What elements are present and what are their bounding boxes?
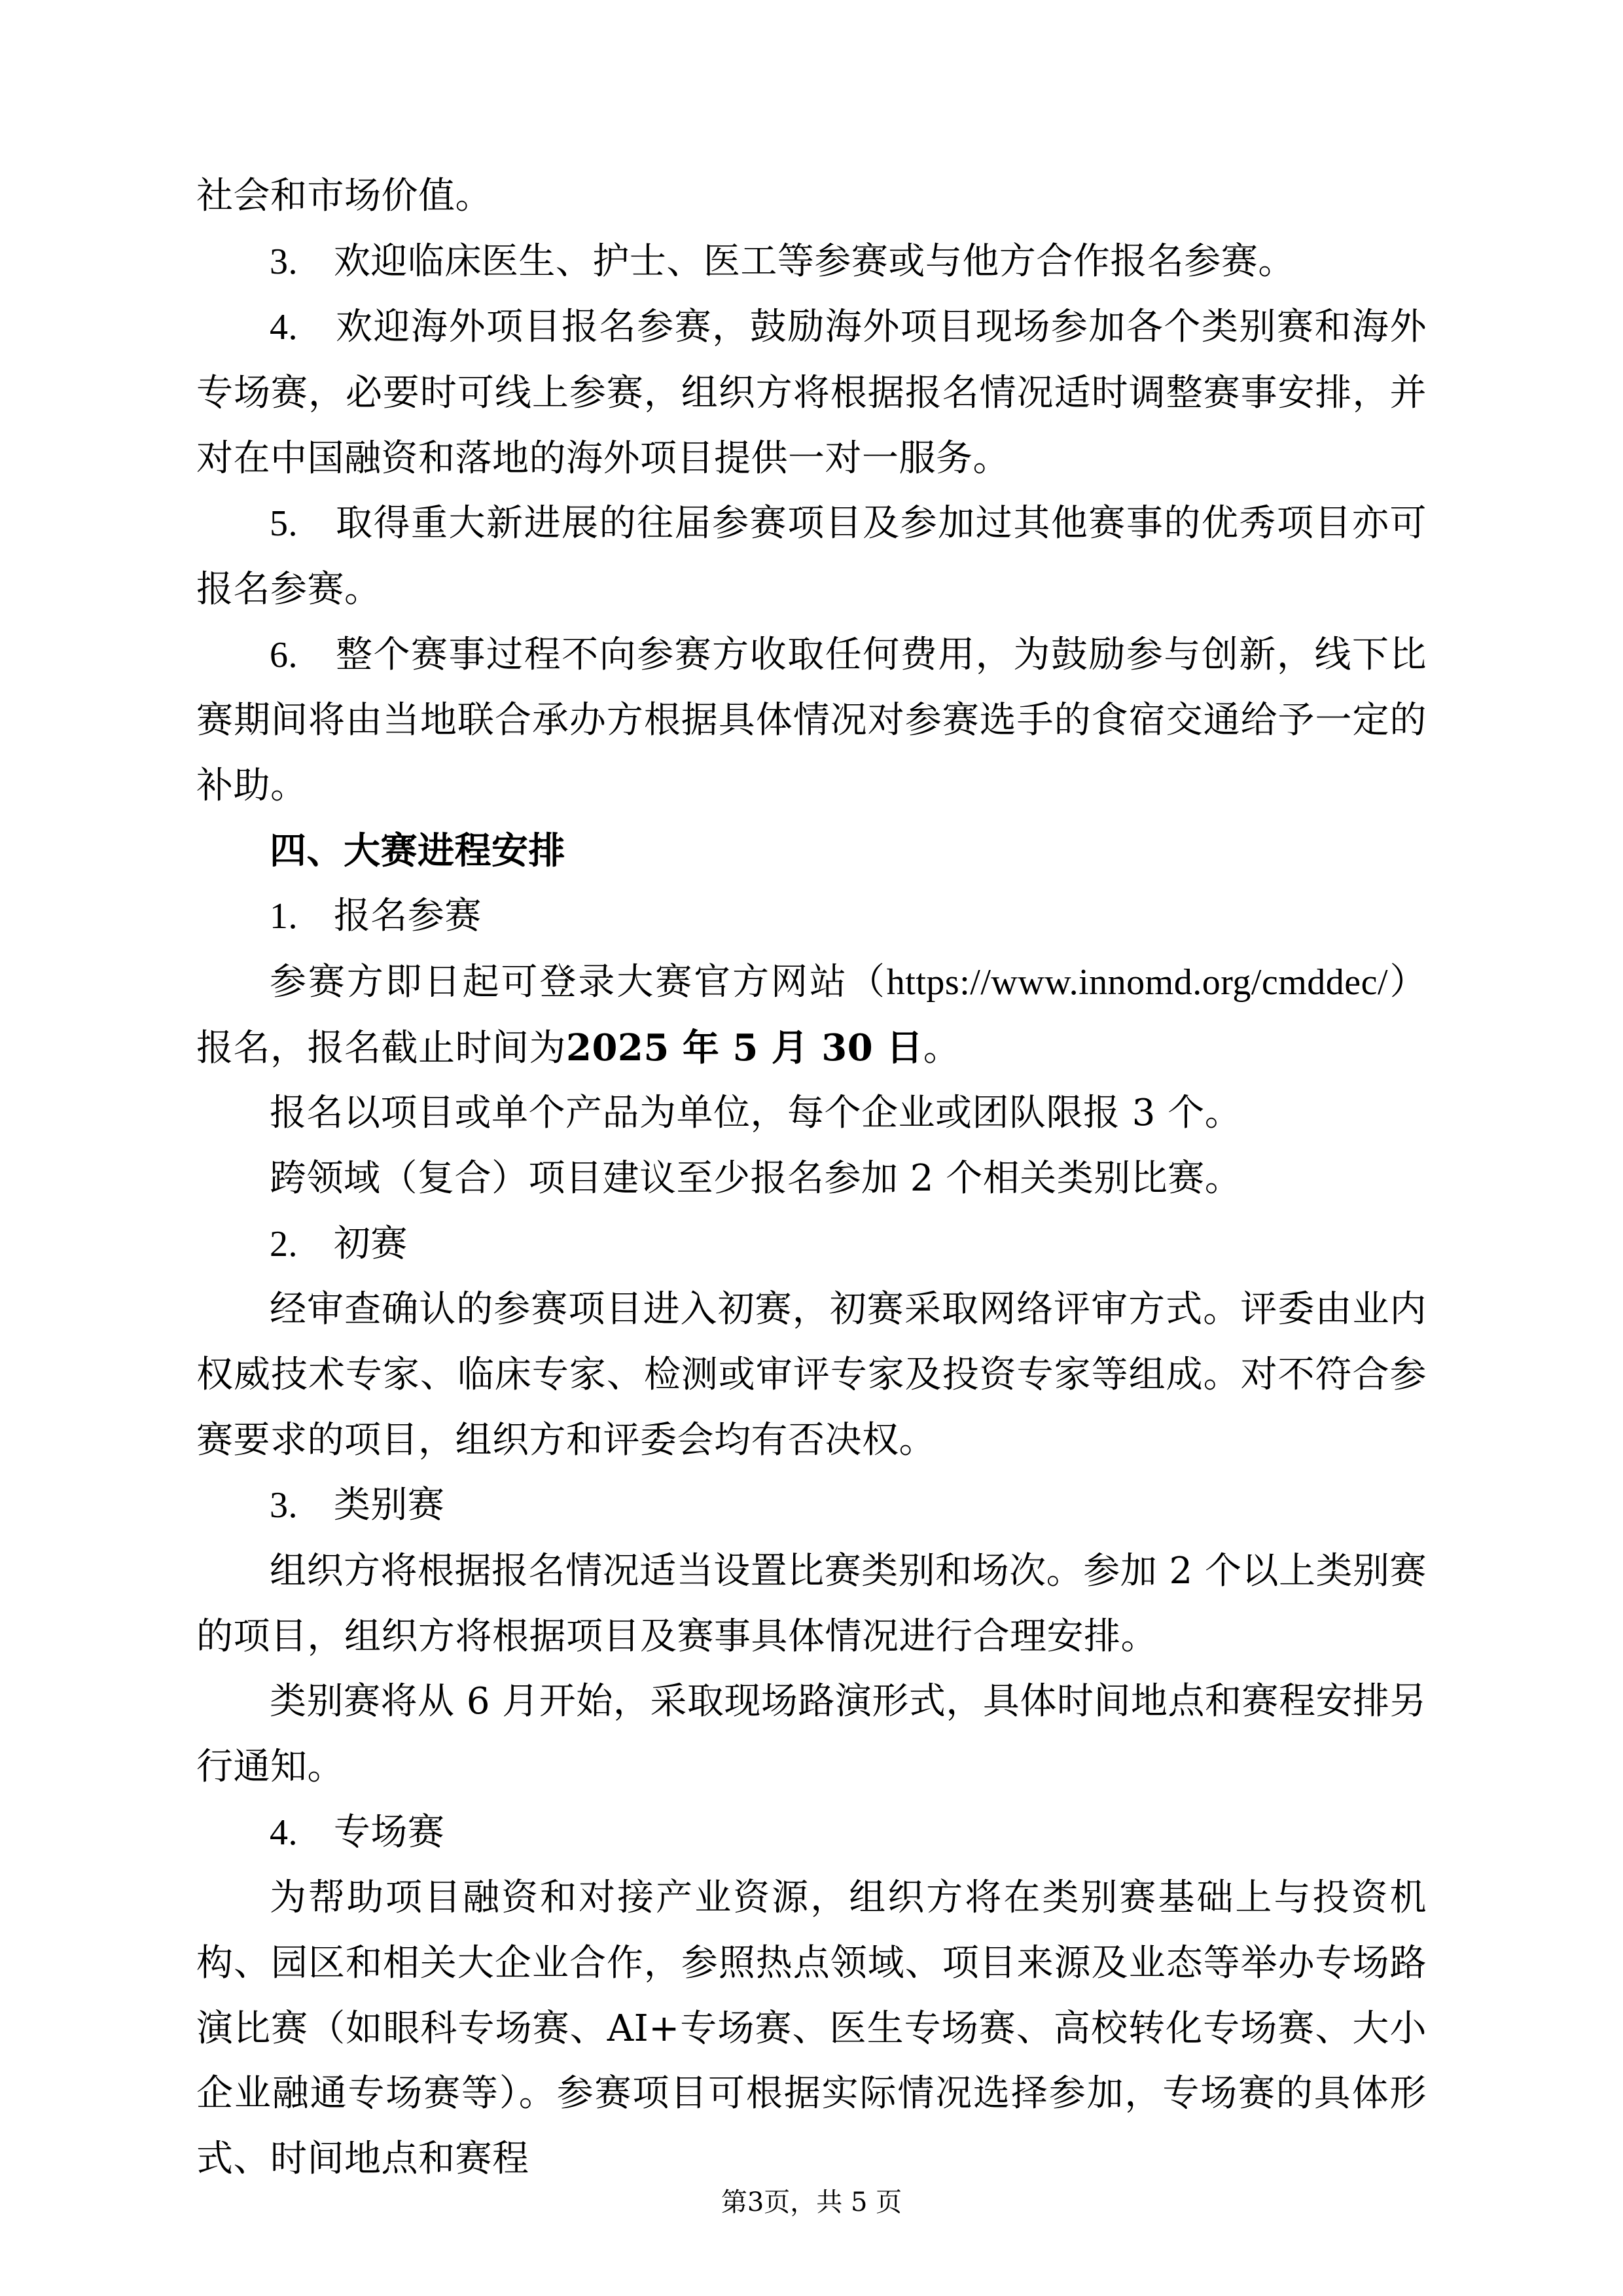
- list-item-6: [196, 622, 1427, 819]
- text-run: 参赛方即日起可登录大赛官方网站（: [270, 961, 887, 1004]
- document-body: [196, 164, 1427, 2192]
- list-item-5-text: 取得重大新进展的往届参赛项目及参加过其他赛事的优秀项目亦可报名参赛。: [196, 502, 1427, 611]
- text-run: ）报名，报名截止时间为: [196, 961, 1427, 1069]
- step-3-title-line: [196, 1473, 1427, 1539]
- step-1-paragraph-2: 报名以项目或单个产品为单位，每个企业或团队限报 3 个。: [270, 1092, 1242, 1135]
- list-item-5: [196, 491, 1427, 622]
- step-1-paragraph-1: [196, 950, 1427, 1081]
- step-1-title-line: [196, 884, 1427, 950]
- step-2-number: 2.: [270, 1223, 298, 1265]
- registration-deadline: 2025 年 5 月 30 日: [566, 1026, 923, 1069]
- step-2-title-line: [196, 1211, 1427, 1278]
- list-item-3-number: 3.: [270, 241, 298, 282]
- step-1-number: 1.: [270, 896, 298, 937]
- section-heading: 四、大赛进程安排: [270, 829, 565, 872]
- list-item-4-text: 欢迎海外项目报名参赛，鼓励海外项目现场参加各个类别赛和海外专场赛，必要时可线上参赛，组织方将根据报名情况适时调整赛事安排，并对在中国融资和落地的海外项目提供一对一服务。: [196, 306, 1427, 480]
- list-item-6-number: 6.: [270, 634, 298, 675]
- list-item-6-text: 整个赛事过程不向参赛方收取任何费用，为鼓励参与创新，线下比赛期间将由当地联合承办方根据具体情况对参赛选手的食宿交通给予一定的补助。: [196, 633, 1427, 808]
- step-3-title: 类别赛: [333, 1484, 445, 1527]
- list-item-4: [196, 295, 1427, 491]
- registration-url[interactable]: https://www.innomd.org/cmddec/: [886, 962, 1389, 1003]
- list-item-4-number: 4.: [270, 307, 298, 348]
- step-3-number: 3.: [270, 1485, 298, 1526]
- step-4-title: 专场赛: [333, 1810, 445, 1854]
- step-1-title: 报名参赛: [333, 895, 482, 938]
- step-1-paragraph-3: 跨领域（复合）项目建议至少报名参加 2 个相关类别比赛。: [270, 1157, 1242, 1200]
- page-footer: 第3页，共 5 页: [721, 2187, 902, 2217]
- list-item-3-text: 欢迎临床医生、护士、医工等参赛或与他方合作报名参赛。: [333, 240, 1295, 283]
- step-4-number: 4.: [270, 1812, 298, 1853]
- step-4-title-line: [196, 1800, 1427, 1866]
- list-item-5-number: 5.: [270, 503, 298, 545]
- text-run: 。: [923, 1026, 961, 1069]
- paragraph-continued-text: 社会和市场价值。: [196, 175, 492, 217]
- list-item-3: [196, 229, 1427, 295]
- step-3-paragraph-1: 组织方将根据报名情况适当设置比赛类别和场次。参加 2 个以上类别赛的项目，组织方将根据项目及赛事具体情况进行合理安排。: [196, 1550, 1427, 1658]
- step-2-title: 初赛: [333, 1222, 408, 1265]
- step-4-paragraph-1: 为帮助项目融资和对接产业资源，组织方将在类别赛基础上与投资机构、园区和相关大企业合作，参照热点领域、项目来源及业态等举办专场路演比赛（如眼科专场赛、AI+专场赛、医生专场赛、高校转化专场赛、大小企业融通专场赛等）。参赛项目可根据实际情况选择参加，专场赛的具体形式、时间地点和赛程: [196, 1876, 1427, 2181]
- step-3-paragraph-2: 类别赛将从 6 月开始，采取现场路演形式，具体时间地点和赛程安排另行通知。: [196, 1680, 1427, 1789]
- step-2-paragraph-1: 经审查确认的参赛项目进入初赛，初赛采取网络评审方式。评委由业内权威技术专家、临床专家、检测或审评专家及投资专家等组成。对不符合参赛要求的项目，组织方和评委会均有否决权。: [196, 1288, 1427, 1462]
